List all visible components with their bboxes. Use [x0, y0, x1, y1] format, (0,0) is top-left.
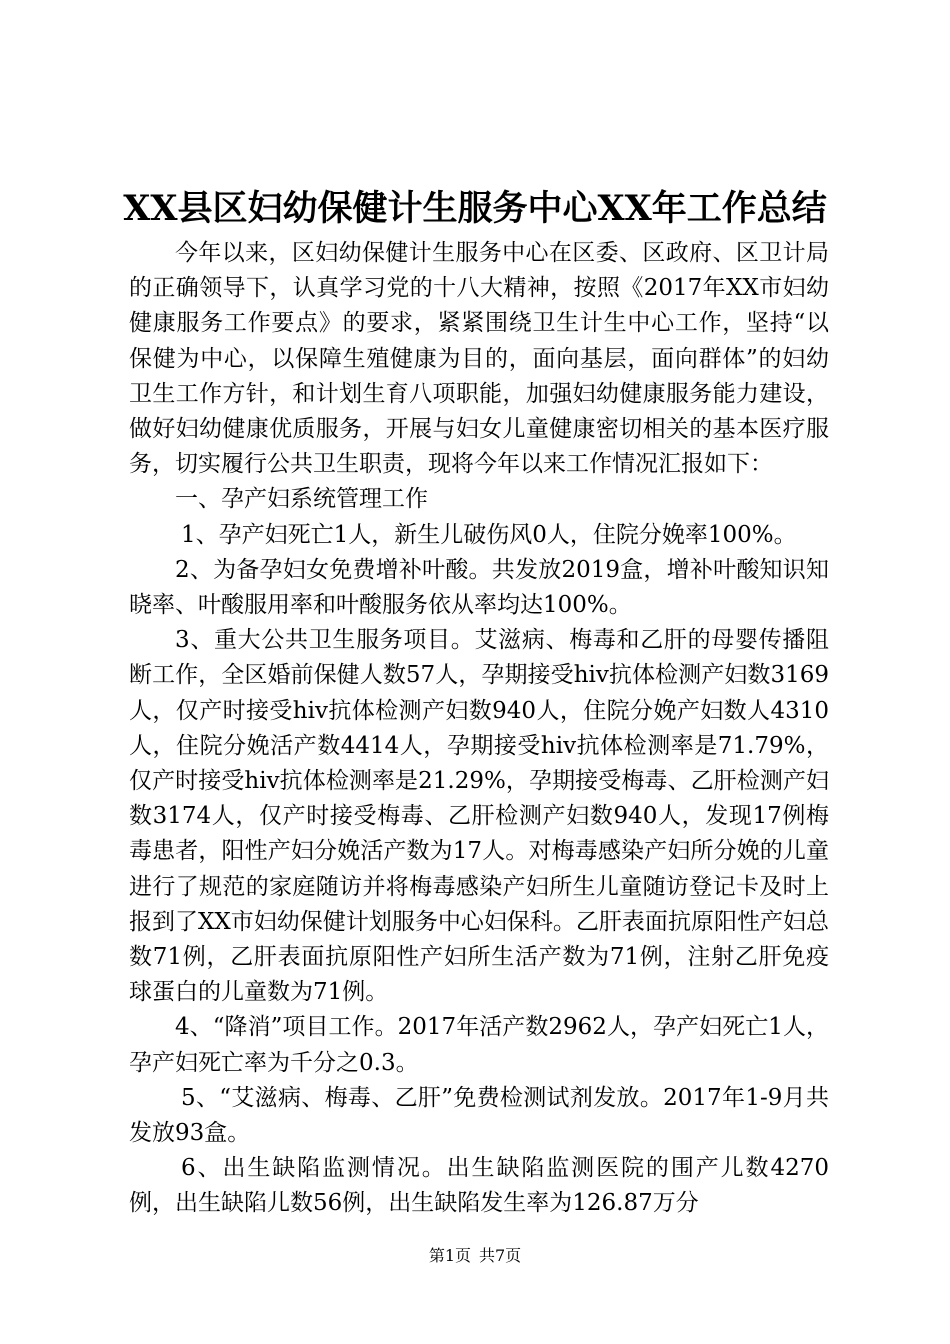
section-heading: 一、孕产妇系统管理工作: [175, 486, 428, 513]
page-total: 共7页: [479, 1246, 522, 1265]
page-number: 第1页: [428, 1246, 471, 1265]
document-title: XX县区妇幼保健计生服务中心XX年工作总结: [123, 188, 827, 229]
intro-paragraph: 今年以来，区妇幼保健计生服务中心在区委、区政府、区卫计局的正确领导下，认真学习党的十八大精神，按照《2017年XX市妇幼健康服务工作要点》的要求，紧紧围绕卫生计生中心工作，坚持“以保健为中心，以保障生殖健康为目的，面向基层，面向群体”的妇幼卫生工作方针，和计划生育八项职能，加强妇幼健康服务能力建设，做好妇幼健康优质服务，开展与妇女儿童健康密切相关的基本医疗服务，切实履行公共卫生职责，现将今年以来工作情况汇报如下：: [129, 240, 829, 478]
item-paragraph-2: 2、为备孕妇女免费增补叶酸。共发放2019盒，增补叶酸知识知晓率、叶酸服用率和叶酸服务依从率均达100%。: [129, 556, 829, 619]
item-paragraph-4: 4、“降消”项目工作。2017年活产数2962人，孕产妇死亡1人，孕产妇死亡率为千分之0.3。: [129, 1014, 829, 1076]
item-paragraph-6: 6、出生缺陷监测情况。出生缺陷监测医院的围产儿数4270例，出生缺陷儿数56例，出生缺陷发生率为126.87万分: [129, 1155, 829, 1217]
item-paragraph-3: 3、重大公共卫生服务项目。艾滋病、梅毒和乙肝的母婴传播阻断工作，全区婚前保健人数57人，孕期接受hiv抗体检测产妇数3169人，仅产时接受hiv抗体检测产妇数940人，住院分娩产妇数人4310人，住院分娩活产数4414人，孕期接受hiv抗体检测率是71.79%，仅产时接受hiv抗体检测率是21.29%，孕期接受梅毒、乙肝检测产妇数3174人，仅产时接受梅毒、乙肝检测产妇数940人，发现17例梅毒患者，阳性产妇分娩活产数为17人。对梅毒感染产妇所分娩的儿童进行了规范的家庭随访并将梅毒感染产妇所生儿童随访登记卡及时上报到了XX市妇幼保健计划服务中心妇保科。乙肝表面抗原阳性产妇总数71例，乙肝表面抗原阳性产妇所生活产数为71例，注射乙肝免疫球蛋白的儿童数为71例。: [129, 627, 829, 1006]
item-paragraph-5: 5、“艾滋病、梅毒、乙肝”免费检测试剂发放。2017年1-9月共发放93盒。: [129, 1084, 829, 1147]
document-body: [129, 236, 829, 1222]
page-footer: [0, 1246, 950, 1266]
item-paragraph-1: 1、孕产妇死亡1人，新生儿破伤风0人，住院分娩率100%。: [181, 521, 797, 548]
